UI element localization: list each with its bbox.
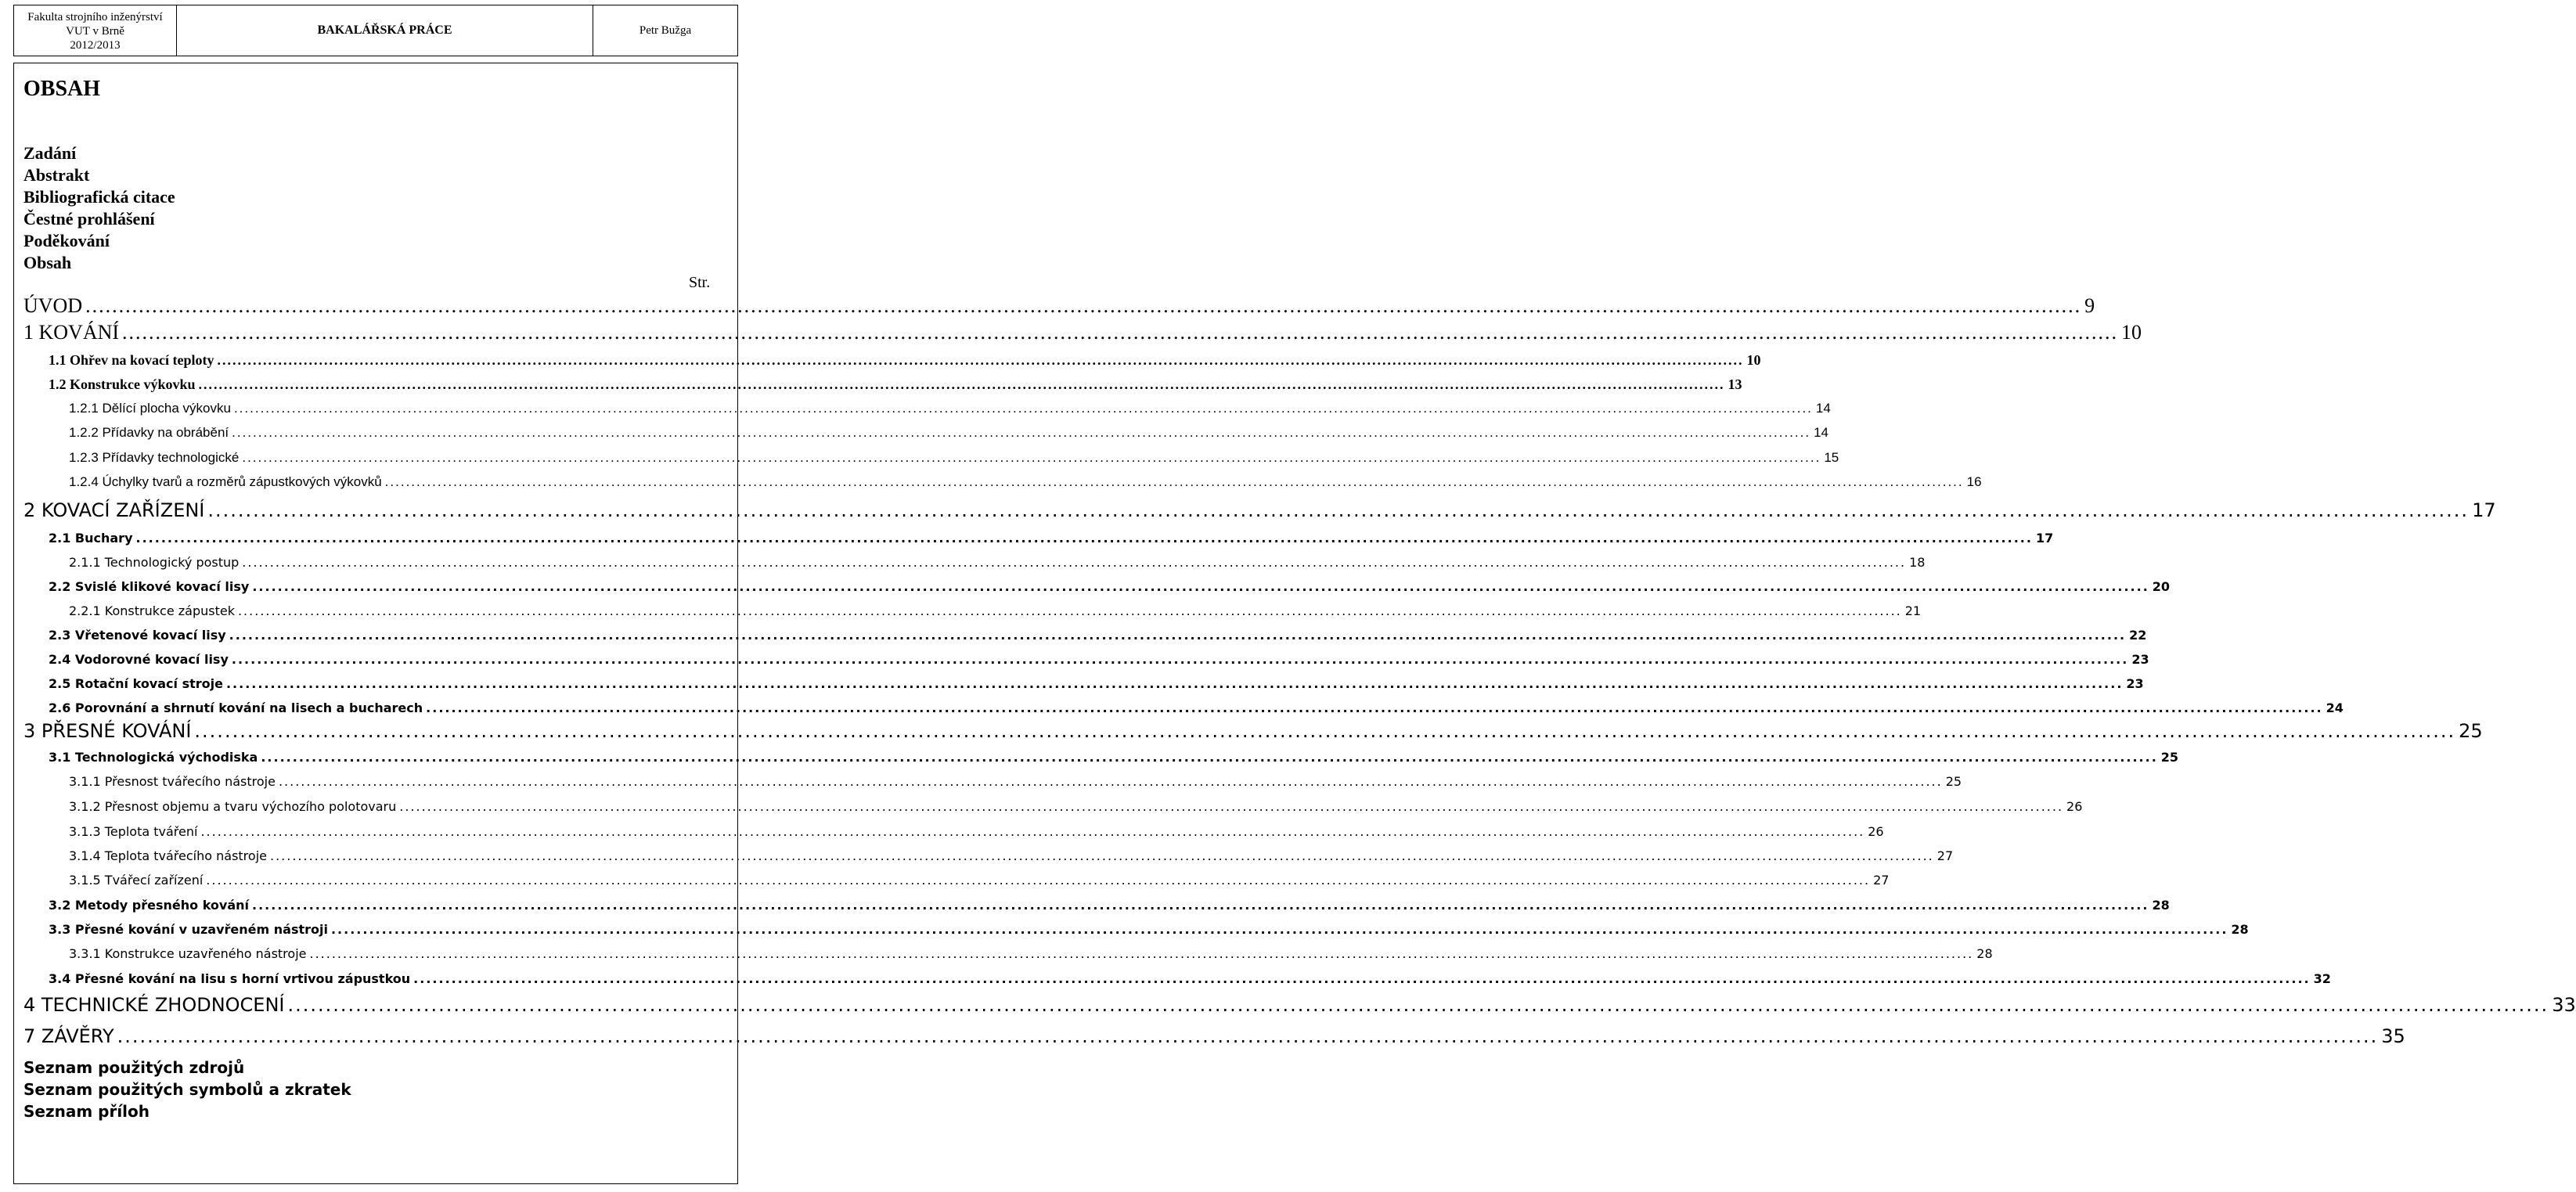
toc-entry[interactable] xyxy=(49,628,2147,643)
toc-entry[interactable] xyxy=(49,579,2171,594)
toc-page: 25 xyxy=(1945,774,1962,789)
toc-leader: ............................................................................................................................................................................................................................................................................................................ xyxy=(85,294,2082,317)
toc-label: 2.2.1 Konstrukce zápustek xyxy=(69,603,235,618)
toc-leader: ............................................................................................................................................................................................................................................................................................................ xyxy=(242,450,1821,465)
back-matter-item: Seznam použitých zdrojů xyxy=(23,1058,245,1077)
toc-label: 3.1.4 Teplota tvářecího nástroje xyxy=(69,848,267,863)
header-faculty: Fakulta strojního inženýrství xyxy=(27,11,163,23)
toc-label: 3.2 Metody přesného kování xyxy=(49,898,249,913)
toc-entry[interactable] xyxy=(49,898,2170,913)
toc-label: 2.1.1 Technologický postup xyxy=(69,555,240,570)
toc-leader: ............................................................................................................................................................................................................................................................................................................ xyxy=(229,628,2127,643)
toc-entry[interactable] xyxy=(69,799,2083,814)
toc-page: 18 xyxy=(1909,555,1926,570)
toc-entry[interactable] xyxy=(69,401,1831,416)
toc-entry[interactable] xyxy=(69,848,1954,863)
toc-label: 7 ZÁVĚRY xyxy=(23,1025,114,1047)
toc-label: 3.1.1 Přesnost tvářecího nástroje xyxy=(69,774,276,789)
toc-page: 28 xyxy=(2231,922,2249,937)
toc-entry[interactable] xyxy=(49,352,1761,369)
toc-page: 23 xyxy=(2126,676,2144,691)
toc-leader: ............................................................................................................................................................................................................................................................................................................ xyxy=(237,603,1902,618)
toc-label: 2 KOVACÍ ZAŘÍZENÍ xyxy=(23,499,205,521)
toc-leader: ............................................................................................................................................................................................................................................................................................................ xyxy=(198,376,1725,392)
toc-leader: ............................................................................................................................................................................................................................................................................................................ xyxy=(252,898,2149,913)
toc-leader: ............................................................................................................................................................................................................................................................................................................ xyxy=(399,799,2064,814)
toc-label: 2.1 Buchary xyxy=(49,531,133,546)
toc-page: 16 xyxy=(1966,474,1982,489)
toc-entry[interactable] xyxy=(69,555,1926,570)
toc-leader: ............................................................................................................................................................................................................................................................................................................ xyxy=(287,994,2549,1016)
toc-leader: ............................................................................................................................................................................................................................................................................................................ xyxy=(207,499,2470,521)
toc-label: 1.2.4 Úchylky tvarů a rozměrů zápustkových výkovků xyxy=(69,474,382,489)
toc-page: 26 xyxy=(2066,799,2083,814)
front-matter-item: Abstrakt xyxy=(23,165,90,185)
toc-entry[interactable] xyxy=(49,922,2249,937)
toc-page: 25 xyxy=(2160,750,2179,765)
toc-page: 28 xyxy=(2152,898,2170,913)
toc-label: 3.1.5 Tvářecí zařízení xyxy=(69,873,204,888)
toc-entry[interactable] xyxy=(49,750,2179,765)
toc-page: 17 xyxy=(2035,531,2054,546)
toc-label: 2.5 Rotační kovací stroje xyxy=(49,676,223,691)
toc-page: 21 xyxy=(1904,603,1922,618)
toc-label: 3.1 Technologická východiska xyxy=(49,750,258,765)
toc-page: 25 xyxy=(2459,720,2483,742)
front-matter-list xyxy=(23,142,175,274)
toc-page: 10 xyxy=(1746,352,1761,368)
toc-entry[interactable] xyxy=(49,531,2054,546)
toc-leader: ............................................................................................................................................................................................................................................................................................................ xyxy=(426,700,2323,715)
toc-page: 28 xyxy=(1976,946,1993,961)
toc-leader: ............................................................................................................................................................................................................................................................................................................ xyxy=(194,720,2456,742)
toc-page: 24 xyxy=(2326,700,2344,715)
toc-page: 17 xyxy=(2472,499,2496,521)
toc-entry[interactable] xyxy=(23,1025,2405,1047)
toc-label: 3 PŘESNÉ KOVÁNÍ xyxy=(23,720,192,742)
toc-leader: ............................................................................................................................................................................................................................................................................................................ xyxy=(233,401,1813,416)
toc-label: 1.2 Konstrukce výkovku xyxy=(49,376,196,392)
toc-page: 10 xyxy=(2121,321,2142,344)
toc-entry[interactable] xyxy=(23,321,2142,344)
toc-label: 3.3.1 Konstrukce uzavřeného nástroje xyxy=(69,946,307,961)
toc-page: 14 xyxy=(1814,425,1829,440)
toc-entry[interactable] xyxy=(69,603,1922,618)
toc-leader: ............................................................................................................................................................................................................................................................................................................ xyxy=(200,824,1865,839)
header-institution xyxy=(14,5,177,56)
toc-page: 13 xyxy=(1728,376,1742,392)
toc-entry[interactable] xyxy=(69,450,1839,466)
header-university: VUT v Brně xyxy=(66,25,124,38)
toc-leader: ............................................................................................................................................................................................................................................................................................................ xyxy=(135,531,2033,546)
toc-entry[interactable] xyxy=(69,474,1982,490)
toc-entry[interactable] xyxy=(69,873,1890,888)
toc-entry[interactable] xyxy=(69,824,1884,839)
toc-label: 3.1.2 Přesnost objemu a tvaru výchozího polotovaru xyxy=(69,799,397,814)
toc-leader: ............................................................................................................................................................................................................................................................................................................ xyxy=(278,774,1943,789)
back-matter-item: Seznam použitých symbolů a zkratek xyxy=(23,1080,351,1099)
toc-entry[interactable] xyxy=(69,425,1829,441)
toc-label: 1 KOVÁNÍ xyxy=(23,321,120,344)
toc-leader: ............................................................................................................................................................................................................................................................................................................ xyxy=(242,555,1907,570)
back-matter-item: Seznam příloh xyxy=(23,1102,150,1121)
back-matter-list xyxy=(23,1057,351,1122)
toc-leader: ............................................................................................................................................................................................................................................................................................................ xyxy=(309,946,1974,961)
header-year: 2012/2013 xyxy=(70,39,121,52)
toc-entry[interactable] xyxy=(23,294,2095,318)
toc-entry[interactable] xyxy=(49,652,2149,667)
front-matter-item: Bibliografická citace xyxy=(23,187,175,207)
toc-page: 9 xyxy=(2084,294,2095,317)
header-doc-type: BAKALÁŘSKÁ PRÁCE xyxy=(317,23,452,37)
toc-label: 3.3 Přesné kování v uzavřeném nástroji xyxy=(49,922,328,937)
toc-entry[interactable] xyxy=(23,994,2576,1016)
front-matter-item: Obsah xyxy=(23,253,72,272)
toc-label: 2.4 Vodorovné kovací lisy xyxy=(49,652,229,667)
toc-entry[interactable] xyxy=(23,720,2483,742)
toc-page: 14 xyxy=(1815,401,1831,416)
toc-leader: ............................................................................................................................................................................................................................................................................................................ xyxy=(252,579,2149,594)
toc-page: 32 xyxy=(2313,971,2331,986)
toc-leader: ............................................................................................................................................................................................................................................................................................................ xyxy=(384,474,1964,489)
toc-entry[interactable] xyxy=(49,676,2144,691)
toc-label: 1.1 Ohřev na kovací teploty xyxy=(49,352,214,368)
toc-leader: ............................................................................................................................................................................................................................................................................................................ xyxy=(117,1025,2379,1047)
toc-entry[interactable] xyxy=(23,499,2496,521)
toc-leader: ............................................................................................................................................................................................................................................................................................................ xyxy=(261,750,2158,765)
toc-entry[interactable] xyxy=(49,700,2344,715)
toc-leader: ............................................................................................................................................................................................................................................................................................................ xyxy=(206,873,1871,888)
toc-page: 22 xyxy=(2129,628,2147,643)
toc-page: 23 xyxy=(2131,652,2149,667)
toc-leader: ............................................................................................................................................................................................................................................................................................................ xyxy=(225,676,2124,691)
toc-label: 1.2.3 Přídavky technologické xyxy=(69,450,240,465)
toc-entry[interactable] xyxy=(49,376,1742,393)
page-title: OBSAH xyxy=(23,77,101,101)
toc-page: 33 xyxy=(2552,994,2576,1016)
front-matter-item: Čestné prohlášení xyxy=(23,209,155,229)
toc-label: 1.2.2 Přídavky na obrábění xyxy=(69,425,229,440)
page-column-label: Str. xyxy=(689,274,711,291)
toc-label: 1.2.1 Dělící plocha výkovku xyxy=(69,401,231,416)
toc-page: 27 xyxy=(1873,873,1890,888)
toc-page: 20 xyxy=(2152,579,2171,594)
toc-leader: ............................................................................................................................................................................................................................................................................................................ xyxy=(413,971,2311,986)
toc-label: 2.6 Porovnání a shrnutí kování na lisech a bucharech xyxy=(49,700,423,715)
toc-page: 35 xyxy=(2381,1025,2405,1047)
toc-page: 27 xyxy=(1937,848,1954,863)
toc-entry[interactable] xyxy=(49,971,2331,986)
toc-page: 15 xyxy=(1824,450,1839,465)
toc-leader: ............................................................................................................................................................................................................................................................................................................ xyxy=(232,425,1811,440)
toc-page: 26 xyxy=(1868,824,1884,839)
front-matter-item: Poděkování xyxy=(23,231,110,250)
toc-label: 2.2 Svislé klikové kovací lisy xyxy=(49,579,250,594)
toc-leader: ............................................................................................................................................................................................................................................................................................................ xyxy=(231,652,2129,667)
toc-leader: ............................................................................................................................................................................................................................................................................................................ xyxy=(217,352,1744,368)
header-author: Petr Bužga xyxy=(593,5,737,56)
toc-label: 3.4 Přesné kování na lisu s horní vrtivou zápustkou xyxy=(49,971,411,986)
toc-label: 2.3 Vřetenové kovací lisy xyxy=(49,628,226,643)
toc-label: 4 TECHNICKÉ ZHODNOCENÍ xyxy=(23,994,285,1016)
toc-leader: ............................................................................................................................................................................................................................................................................................................ xyxy=(330,922,2228,937)
toc-leader: ............................................................................................................................................................................................................................................................................................................ xyxy=(122,321,2119,344)
toc-entry[interactable] xyxy=(69,774,1962,789)
front-matter-item: Zadání xyxy=(23,143,77,163)
toc-label: 3.1.3 Teplota tváření xyxy=(69,824,198,839)
toc-entry[interactable] xyxy=(69,946,1993,961)
toc-label: ÚVOD xyxy=(23,294,83,317)
page-header xyxy=(13,5,738,56)
toc-leader: ............................................................................................................................................................................................................................................................................................................ xyxy=(269,848,1934,863)
